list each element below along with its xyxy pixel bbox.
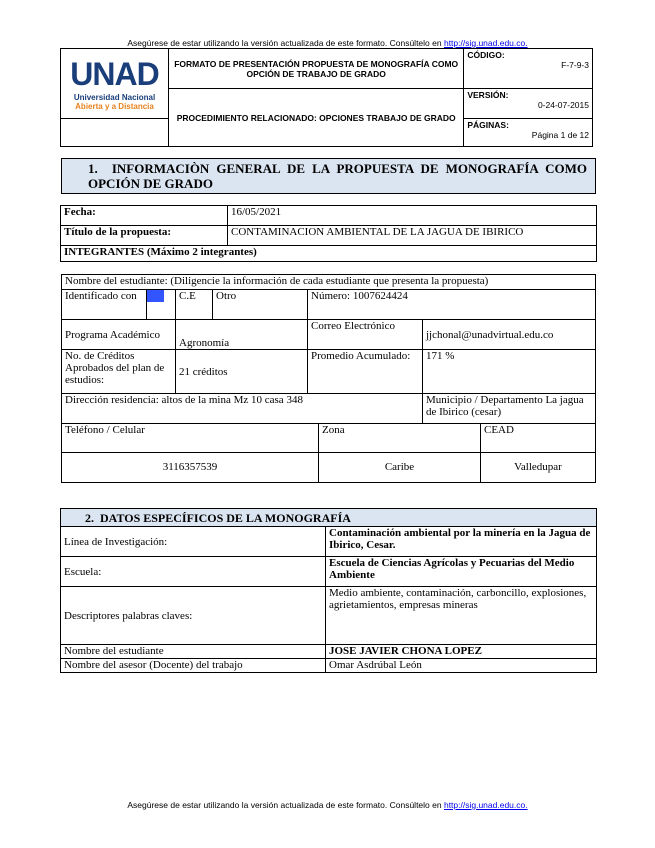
- zona-value: Caribe: [319, 452, 481, 482]
- section2-table: [60, 508, 597, 673]
- direccion-residencia: Dirección residencia: altos de la mina Mz 10 casa 348: [62, 394, 423, 424]
- correo-value: jjchonal@unadvirtual.edu.co: [423, 320, 596, 350]
- titulo-value: CONTAMINACION AMBIENTAL DE LA JAGUA DE IBIRICO: [228, 226, 597, 246]
- zona-label: Zona: [319, 424, 481, 452]
- fecha-label: Fecha: [64, 206, 93, 218]
- ce-option: C.E: [176, 290, 213, 320]
- version-notice-top: Asegúrese de estar utilizando la versión actualizada de este formato. Consúltelo en http://sig.unad.edu.co.: [127, 38, 528, 48]
- promedio-value: 171 %: [423, 350, 596, 394]
- linea-label: Línea de Investigación:: [61, 527, 326, 557]
- municipio-departamento: Municipio / Departamento La jagua de Ibirico (cesar): [423, 394, 596, 424]
- codigo-label: CÓDIGO:: [467, 50, 505, 60]
- promedio-label: Promedio Acumulado:: [308, 350, 423, 394]
- logo-subtitle-1: Universidad Nacional: [73, 93, 156, 102]
- programa-label: Programa Académico: [62, 320, 176, 350]
- unad-logo: [61, 49, 169, 119]
- integrantes-header: INTEGRANTES (Máximo 2 integrantes): [61, 246, 597, 262]
- estudiante-value: JOSE JAVIER CHONA LOPEZ: [326, 645, 597, 659]
- nombre-estudiante-label: Nombre del estudiante: (Diligencie la información de cada estudiante que presenta la propuesta): [62, 275, 596, 290]
- procedure-title: PROCEDIMIENTO RELACIONADO: OPCIONES TRABAJO DE GRADO: [169, 89, 464, 147]
- linea-value: Contaminación ambiental por la minería en la Jagua de Ibirico, Cesar.: [326, 527, 597, 557]
- creditos-label: No. de Créditos Aprobados del plan de estudios:: [62, 350, 176, 394]
- logo-subtitle-2: Abierta y a Distancia: [75, 102, 154, 111]
- asesor-label: Nombre del asesor (Docente) del trabajo: [61, 659, 326, 673]
- identificado-label: Identificado con: [62, 290, 147, 320]
- sig-link-top[interactable]: http://sig.unad.edu.co.: [443, 38, 528, 48]
- programa-value: Agronomía: [176, 320, 308, 350]
- version-label: VERSIÓN:: [467, 90, 509, 100]
- cead-value: Valledupar: [481, 452, 596, 482]
- cc-option: C.C: [147, 290, 165, 302]
- otro-option: Otro: [213, 290, 308, 320]
- codigo-value: F-7-9-3: [561, 60, 589, 70]
- contact-table: [61, 424, 596, 483]
- telefono-label: Teléfono / Celular: [62, 424, 319, 452]
- estudiante-label: Nombre del estudiante: [61, 645, 326, 659]
- sig-link-bottom[interactable]: http://sig.unad.edu.co.: [443, 800, 528, 810]
- paginas-label: PÁGINAS:: [467, 120, 509, 130]
- descriptores-value: Medio ambiente, contaminación, carboncillo, explosiones, agrietamientos, empresas mineras: [326, 587, 597, 645]
- section1-title: 1. INFORMACIÒN GENERAL DE LA PROPUESTA DE MONOGRAFÍA COMO OPCIÓN DE GRADO: [61, 158, 596, 194]
- asesor-value: Omar Asdrúbal León: [326, 659, 597, 673]
- titulo-label: Título de la propuesta: [64, 226, 168, 238]
- section2-title: 2. DATOS ESPECÍFICOS DE LA MONOGRAFÍA: [61, 509, 597, 527]
- header-table: [60, 48, 593, 147]
- student-info-table: [61, 274, 596, 424]
- correo-label: Correo Electrónico: [308, 320, 423, 350]
- cead-label: CEAD: [481, 424, 596, 452]
- form-title: FORMATO DE PRESENTACIÓN PROPUESTA DE MONOGRAFÍA COMO OPCIÓN DE TRABAJO DE GRADO: [169, 49, 464, 89]
- escuela-label: Escuela:: [61, 557, 326, 587]
- section1-body: Fecha: 16/05/2021 Título de la propuesta: CONTAMINACION AMBIENTAL DE LA JAGUA DE IBIRICO INTEGRANTES (Máximo 2 integrantes) Nombre del estudiante: (Diligencie la información de cada estudiante que presenta la propuesta) Identificado con C.C C.E Otro Número: 1007624424 Programa Académico Agronomía Correo Electrónico jjchonal@unadvirtual.edu.co No. de Créditos Aprobados del plan de estudios: 21 créditos Promedio Acumulado: 171 % Dirección residencia: altos de la mina Mz 10 casa 348 Municipio / Departamento La jagua de Ibirico (cesar) Teléfono / Celular Zona CEAD 3116357539 Caribe Valledupar: [60, 205, 597, 483]
- descriptores-label: Descriptores palabras claves:: [61, 587, 326, 645]
- paginas-value: Página 1 de 12: [531, 130, 589, 140]
- version-notice-bottom: Asegúrese de estar utilizando la versión actualizada de este formato. Consúltelo en http://sig.unad.edu.co.: [127, 800, 528, 810]
- numero-documento: Número: 1007624424: [308, 290, 596, 320]
- escuela-value: Escuela de Ciencias Agrícolas y Pecuarias del Medio Ambiente: [326, 557, 597, 587]
- creditos-value: 21 créditos: [176, 350, 308, 394]
- telefono-value: 3116357539: [62, 452, 319, 482]
- logo-text: UNAD: [70, 56, 159, 92]
- version-value: 0-24-07-2015: [537, 100, 589, 110]
- fecha-value: 16/05/2021: [228, 206, 597, 226]
